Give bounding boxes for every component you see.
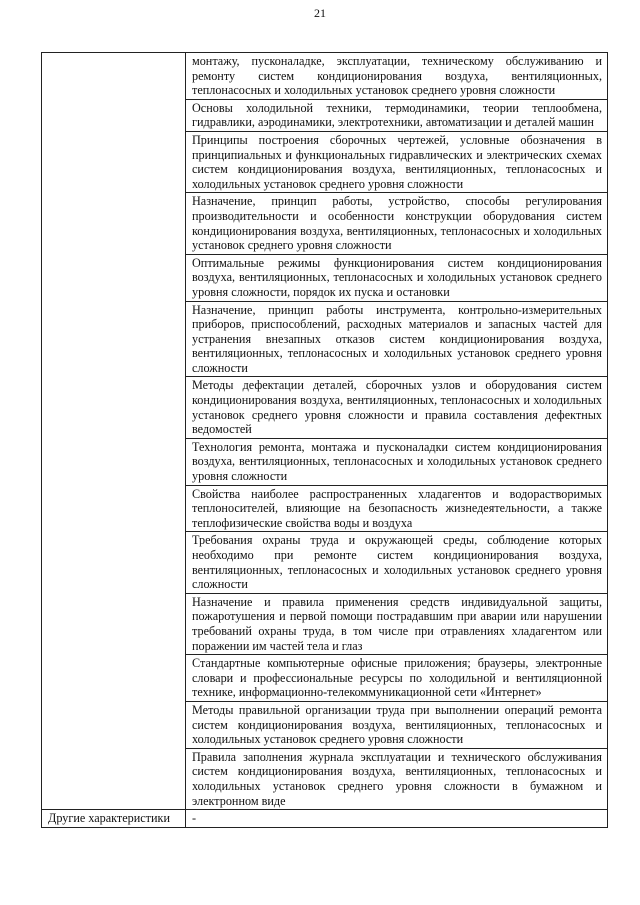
knowledge-item: Оптимальные режимы функционирования систем кондиционирования воздуха, вентиляционных, теплонасосных и холодильных установок среднего уровня сложности, порядок их пуска и остановки — [186, 254, 608, 301]
knowledge-item: Методы правильной организации труда при выполнении операций ремонта систем кондиционирования воздуха, вентиляционных, теплонасосных и холодильных установок среднего уровня сложности — [186, 701, 608, 748]
knowledge-item: Назначение, принцип работы инструмента, контрольно-измерительных приборов, приспособлений, расходных материалов и запасных частей для устранения внезапных отказов систем кондиционирования воздуха, вентиляционных, теплонасосных и холодильных установок среднего уровня сложности — [186, 301, 608, 377]
knowledge-item: монтажу, пусконаладке, эксплуатации, техническому обслуживанию и ремонту систем кондиционирования воздуха, вентиляционных, теплонасосных и холодильных установок среднего уровня сложности — [186, 53, 608, 100]
knowledge-item: Принципы построения сборочных чертежей, условные обозначения в принципиальных и функциональных гидравлических и электрических схемах систем кондиционирования воздуха, вентиляционных, теплонасосных и холодильных установок среднего уровня сложности — [186, 131, 608, 192]
knowledge-item: Свойства наиболее распространенных хладагентов и водорастворимых теплоносителей, влияющие на безопасность жизнедеятельности, а также теплофизические свойства воды и воздуха — [186, 485, 608, 532]
knowledge-item: Технология ремонта, монтажа и пусконаладки систем кондиционирования воздуха, вентиляционных, теплонасосных и холодильных установок среднего уровня сложности — [186, 438, 608, 485]
requirements-table — [41, 52, 608, 828]
table-row — [42, 53, 608, 100]
knowledge-item: Требования охраны труда и окружающей среды, соблюдение которых необходимо при ремонте систем кондиционирования воздуха, вентиляционных, теплонасосных и холодильных установок среднего уровня сложности — [186, 532, 608, 593]
knowledge-item: Правила заполнения журнала эксплуатации и технического обслуживания систем кондиционирования воздуха, вентиляционных, теплонасосных и холодильных установок среднего уровня сложности в бумажном и электронном виде — [186, 748, 608, 809]
knowledge-item: Стандартные компьютерные офисные приложения; браузеры, электронные словари и профессиональные ресурсы по холодильной и вентиляционной технике, информационно-телекоммуникационной сети «Интернет» — [186, 655, 608, 702]
table-row-other-characteristics — [42, 810, 608, 828]
knowledge-item: Методы дефектации деталей, сборочных узлов и оборудования систем кондиционирования воздуха, вентиляционных, теплонасосных и холодильных установок среднего уровня сложности и правила составления дефектных ведомостей — [186, 377, 608, 438]
required-knowledge-label-cell — [42, 53, 186, 810]
other-characteristics-label: Другие характеристики — [42, 810, 186, 828]
knowledge-item: Основы холодильной техники, термодинамики, теории теплообмена, гидравлики, аэродинамики, электротехники, автоматизации и деталей машин — [186, 99, 608, 131]
page-number: 21 — [314, 6, 326, 20]
other-characteristics-value: - — [186, 810, 608, 828]
knowledge-item: Назначение и правила применения средств индивидуальной защиты, пожаротушения и первой помощи пострадавшим при аварии или нарушении требований охраны труда, в том числе при отравлениях хладагентом или поражении им частей тела и глаз — [186, 593, 608, 654]
knowledge-item: Назначение, принцип работы, устройство, способы регулирования производительности и особенности конструкции оборудования систем кондиционирования воздуха, вентиляционных, теплонасосных и холодильных установок среднего уровня сложности — [186, 193, 608, 254]
